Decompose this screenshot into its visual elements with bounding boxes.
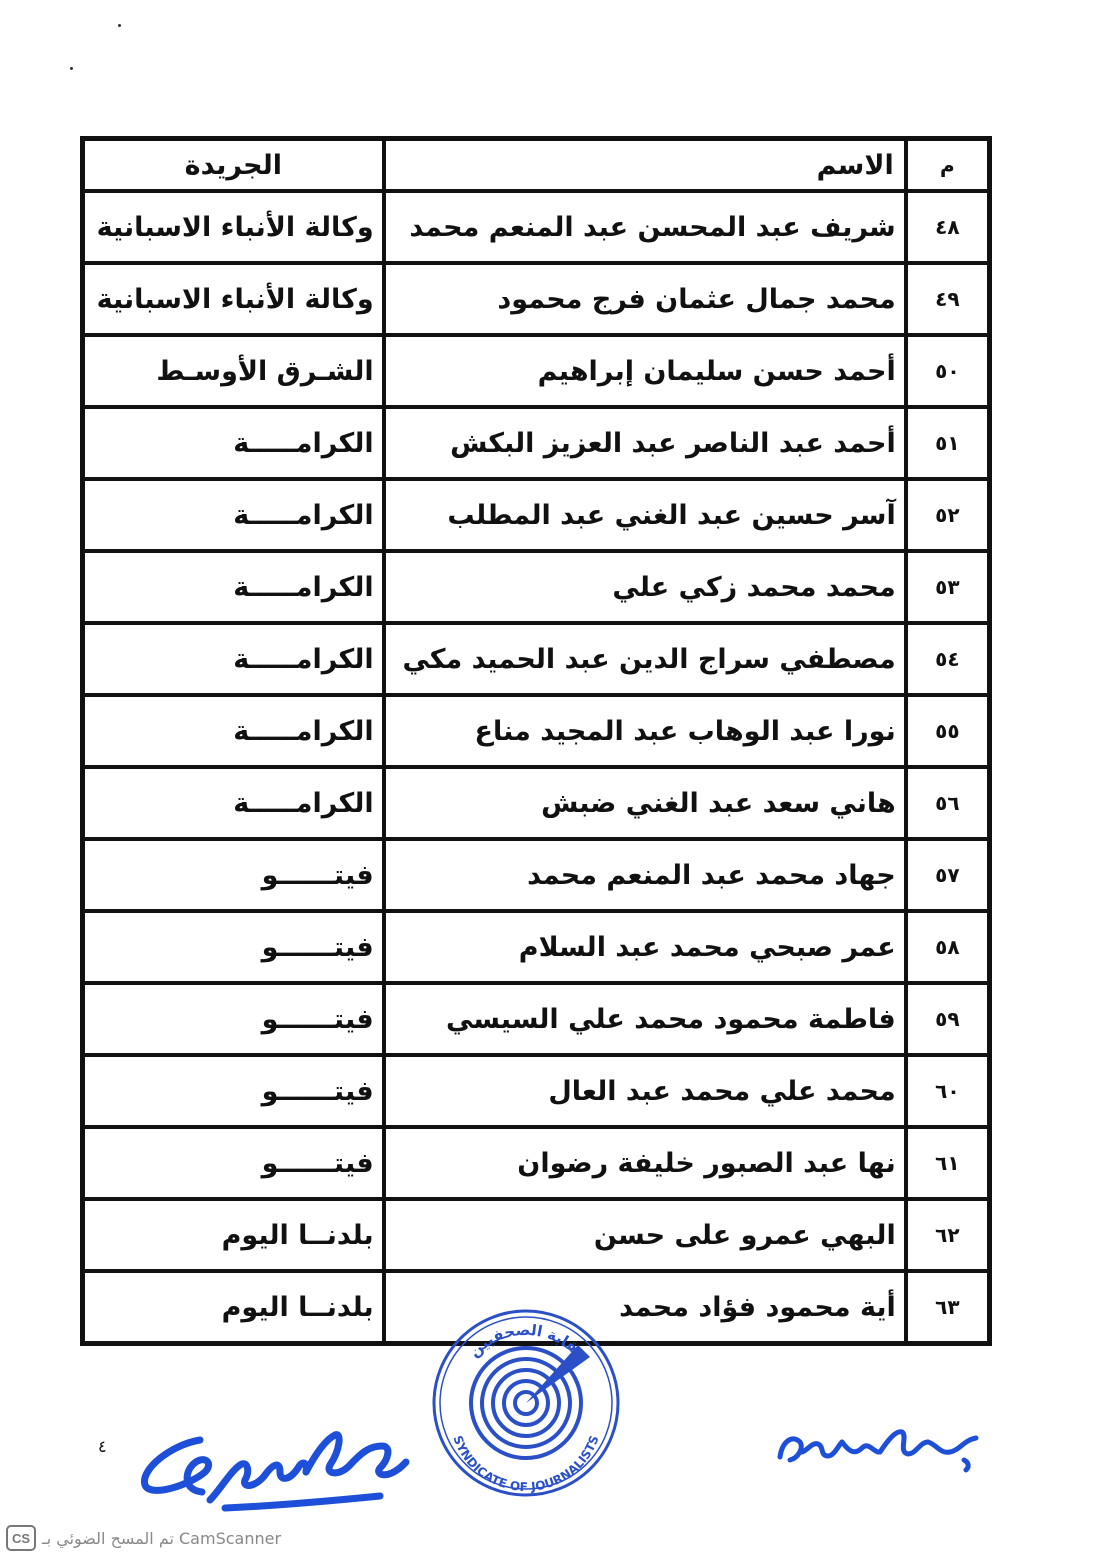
row-number: ٦٣ (906, 1271, 989, 1343)
row-number: ٦٢ (906, 1199, 989, 1271)
row-number: ٥٧ (906, 839, 989, 911)
newspaper-name: الكرامـــــة (83, 695, 384, 767)
newspaper-name: فيتــــــو (83, 1127, 384, 1199)
newspaper-name: فيتــــــو (83, 911, 384, 983)
syndicate-stamp (428, 1305, 624, 1501)
row-number: ٥٥ (906, 695, 989, 767)
member-name: فاطمة محمود محمد علي السيسي (384, 983, 906, 1055)
header-number: م (906, 139, 989, 191)
member-name: محمد محمد زكي علي (384, 551, 906, 623)
table-row (83, 1199, 989, 1271)
table-row (83, 263, 989, 335)
member-name: مصطفي سراج الدين عبد الحميد مكي (384, 623, 906, 695)
row-number: ٥٤ (906, 623, 989, 695)
newspaper-name: بلدنــا اليوم (83, 1199, 384, 1271)
newspaper-name: الكرامـــــة (83, 623, 384, 695)
table-header-row (83, 139, 989, 191)
header-name: الاسم (384, 139, 906, 191)
row-number: ٥٩ (906, 983, 989, 1055)
header-newspaper: الجريدة (83, 139, 384, 191)
left-signature (130, 1410, 420, 1520)
row-number: ٦٠ (906, 1055, 989, 1127)
member-name: نها عبد الصبور خليفة رضوان (384, 1127, 906, 1199)
stamp-text-top: نقابة الصحفيين (465, 1320, 588, 1361)
row-number: ٥٦ (906, 767, 989, 839)
newspaper-name: وكالة الأنباء الاسبانية (83, 263, 384, 335)
newspaper-name: الكرامـــــة (83, 407, 384, 479)
svg-text:نقابة الصحفيين (465, 1321, 587, 1361)
member-name: جهاد محمد عبد المنعم محمد (384, 839, 906, 911)
table-row (83, 551, 989, 623)
row-number: ٤٩ (906, 263, 989, 335)
camscanner-logo-icon: CS (6, 1525, 36, 1551)
table-row (83, 1055, 989, 1127)
member-name: آسر حسين عبد الغني عبد المطلب (384, 479, 906, 551)
member-name: أية محمود فؤاد محمد (384, 1271, 906, 1343)
svg-text:SYNDICATE OF JOURNALISTS (450, 1434, 601, 1494)
newspaper-name: الكرامـــــة (83, 479, 384, 551)
members-table (80, 136, 992, 1346)
table-row (83, 695, 989, 767)
newspaper-name: الشـرق الأوسـط (83, 335, 384, 407)
table-row (83, 191, 989, 263)
table-row (83, 767, 989, 839)
newspaper-name: فيتــــــو (83, 1055, 384, 1127)
member-name: محمد جمال عثمان فرج محمود (384, 263, 906, 335)
row-number: ٦١ (906, 1127, 989, 1199)
row-number: ٤٨ (906, 191, 989, 263)
newspaper-name: وكالة الأنباء الاسبانية (83, 191, 384, 263)
member-name: أحمد حسن سليمان إبراهيم (384, 335, 906, 407)
right-signature (768, 1412, 988, 1482)
table-row (83, 335, 989, 407)
table-row (83, 911, 989, 983)
row-number: ٥٨ (906, 911, 989, 983)
newspaper-name: فيتــــــو (83, 983, 384, 1055)
member-name: أحمد عبد الناصر عبد العزيز البكش (384, 407, 906, 479)
member-name: نورا عبد الوهاب عبد المجيد مناع (384, 695, 906, 767)
table-row (83, 479, 989, 551)
stamp-text-bottom: SYNDICATE OF JOURNALISTS (450, 1433, 602, 1495)
page-number: ٤ (98, 1437, 107, 1456)
row-number: ٥٢ (906, 479, 989, 551)
member-name: محمد علي محمد عبد العال (384, 1055, 906, 1127)
member-name: عمر صبحي محمد عبد السلام (384, 911, 906, 983)
newspaper-name: بلدنــا اليوم (83, 1271, 384, 1343)
member-name: البهي عمرو على حسن (384, 1199, 906, 1271)
newspaper-name: الكرامـــــة (83, 767, 384, 839)
member-name: هاني سعد عبد الغني ضبش (384, 767, 906, 839)
scan-speck (118, 24, 121, 27)
newspaper-name: فيتــــــو (83, 839, 384, 911)
row-number: ٥٠ (906, 335, 989, 407)
row-number: ٥١ (906, 407, 989, 479)
scanner-footer (6, 1523, 406, 1553)
scanner-footer-text: تم المسح الضوئي بـ CamScanner (42, 1528, 282, 1548)
table-row (83, 407, 989, 479)
newspaper-name: الكرامـــــة (83, 551, 384, 623)
scan-speck (70, 67, 73, 70)
table-row (83, 983, 989, 1055)
member-name: شريف عبد المحسن عبد المنعم محمد (384, 191, 906, 263)
table-row (83, 1127, 989, 1199)
table-row (83, 839, 989, 911)
row-number: ٥٣ (906, 551, 989, 623)
table-row (83, 623, 989, 695)
